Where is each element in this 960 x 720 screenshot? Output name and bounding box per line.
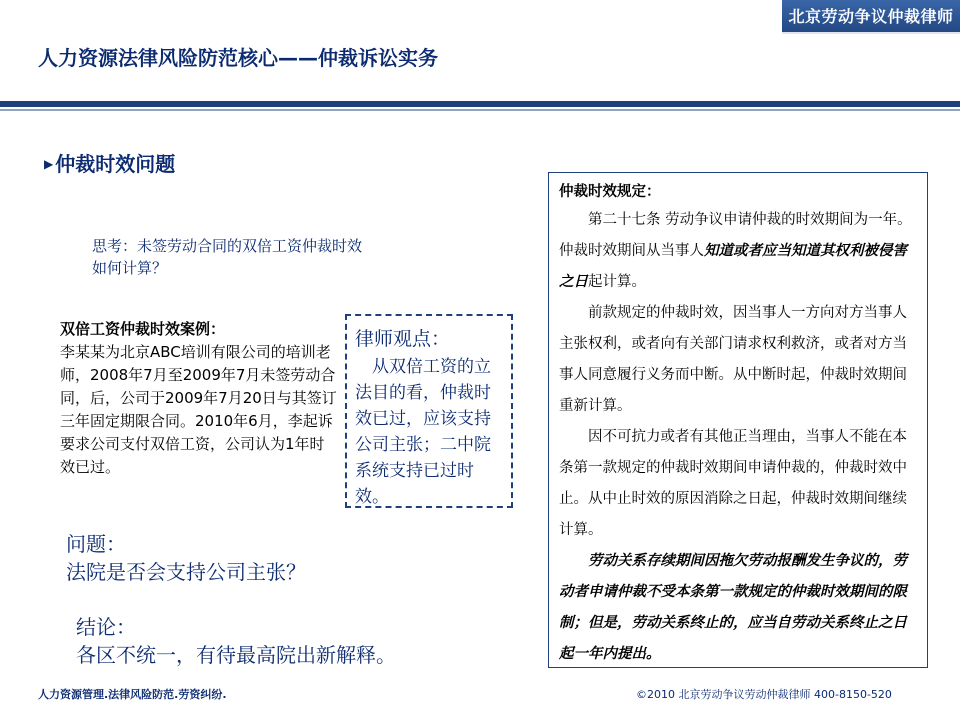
section-heading-text: 仲裁时效问题 — [55, 152, 176, 176]
case-block — [60, 318, 338, 479]
header-divider-thin — [0, 109, 960, 111]
conclusion-block — [76, 613, 396, 669]
statute-box — [548, 172, 928, 668]
footer-tagline: 人力资源管理.法律风险防范.劳资纠纷. — [38, 688, 227, 701]
page-title: 人力资源法律风险防范核心——仲裁诉讼实务 — [38, 46, 438, 70]
statute-paragraph-1 — [559, 205, 919, 298]
section-heading — [44, 148, 175, 177]
statute-title: 仲裁时效规定： — [559, 184, 661, 200]
bullet-arrow-icon: ▶ — [44, 157, 54, 171]
question-block — [66, 530, 306, 586]
statute-paragraph-3: 因不可抗力或者有其他正当理由，当事人不能在本条第一款规定的仲裁时效期间申请仲裁的，仲裁时效中止。从中止时效的原因消除之日起，仲裁时效期间继续计算。 — [559, 429, 907, 538]
lawyer-opinion-box — [345, 314, 513, 508]
opinion-title: 律师观点： — [355, 328, 451, 350]
opinion-body: 从双倍工资的立法目的看，仲裁时效已过，应该支持公司主张；二中院系统支持已过时效。 — [355, 357, 491, 507]
statute-p1-pre: 第二十七条 劳动争议申请仲裁的时效期间为一年。仲裁时效期间从当事人 — [559, 212, 912, 259]
case-body: 李某某为北京ABC培训有限公司的培训老师，2008年7月至2009年7月未签劳动合同，后，公司于2009年7月20日与其签订三年固定期限合同。2010年6月，李起诉要求公司支付双倍工资，公司认为1年时效已过。 — [60, 343, 337, 476]
footer-copyright: ©2010 北京劳动争议劳动仲裁律师 400-8150-520 — [636, 688, 892, 701]
brand-badge: 北京劳动争议仲裁律师 — [782, 0, 960, 34]
think-prompt: 思考：未签劳动合同的双倍工资仲裁时效如何计算？ — [92, 237, 363, 277]
question-label: 问题： — [66, 532, 126, 556]
statute-paragraph-2: 前款规定的仲裁时效，因当事人一方向对方当事人主张权利，或者向有关部门请求权利救济，或者对方当事人同意履行义务而中断。从中断时起，仲裁时效期间重新计算。 — [559, 305, 907, 414]
statute-paragraph-4: 劳动关系存续期间因拖欠劳动报酬发生争议的，劳动者申请仲裁不受本条第一款规定的仲裁时效期间的限制；但是，劳动关系终止的，应当自劳动关系终止之日起一年内提出。 — [559, 553, 907, 662]
header-divider — [0, 101, 960, 107]
conclusion-text: 各区不统一，有待最高院出新解释。 — [76, 643, 396, 667]
statute-p1-post: 起计算。 — [588, 274, 646, 290]
statute-p1-emphasis: 知道或者应当知道其权利被侵害之日 — [559, 243, 907, 290]
case-title: 双倍工资仲裁时效案例： — [60, 320, 226, 338]
question-text: 法院是否会支持公司主张？ — [66, 560, 306, 584]
conclusion-label: 结论： — [76, 615, 136, 639]
